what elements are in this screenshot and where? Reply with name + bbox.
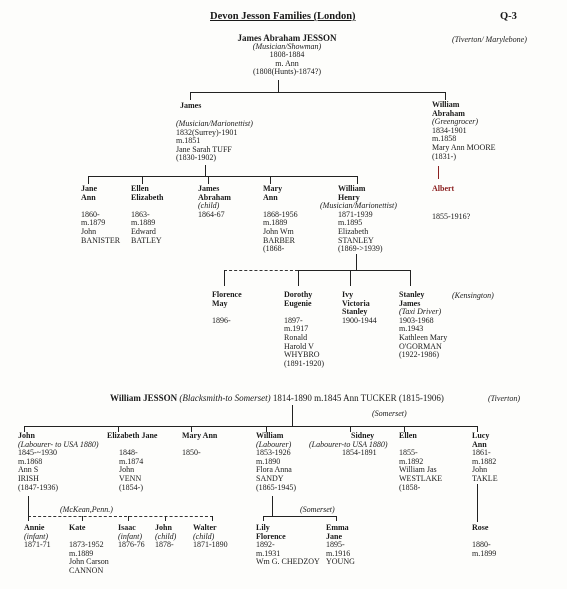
place-kensington: (Kensington)	[452, 291, 494, 300]
person-william-2: William (Labourer) 1853-1926 m.1890 Flora Anna SANDY (1865-1945)	[256, 431, 296, 492]
person-sidney: Sidney (Labourer-to USA 1880) 1854-1891	[309, 431, 388, 458]
person-ivy-victoria-stanley: Ivy Victoria Stanley 1900-1944	[342, 290, 377, 325]
person-elizabeth-jane: Elizabeth Jane 1848- m.1874 John VENN (1854-)	[107, 431, 158, 492]
person-isaac: Isaac (infant) 1876-76	[118, 523, 145, 550]
person-annie: Annie (infant) 1871-71	[24, 523, 51, 550]
person-rose: Rose 1880- m.1899	[472, 523, 497, 558]
place-tiverton-marylebone: (Tiverton/ Marylebone)	[452, 35, 527, 44]
person-lucy-ann: Lucy Ann 1861- m.1882 John TAKLE	[472, 431, 498, 483]
person-john-child: John (child) 1878-	[155, 523, 177, 550]
person-mary-ann: Mary Ann 1868-1956 m.1889 John Wm BARBER (1868-	[263, 184, 298, 254]
page-code: Q-3	[500, 11, 517, 22]
page-title: Devon Jesson Families (London)	[210, 11, 356, 22]
person-john: John (Labourer- to USA 1880) 1845-~1930 m.1868 Ann S IRISH (1847-1936)	[18, 431, 99, 492]
person-kate: Kate 1873-1952 m.1889 John Carson CANNON	[69, 523, 109, 575]
person-james-abraham-child: James Abraham (child) 1864-67	[198, 184, 231, 219]
person-ellen-elizabeth: Ellen Elizabeth 1863- m.1889 Edward BATLEY	[131, 184, 164, 245]
person-walter: Walter (child) 1871-1890	[193, 523, 228, 550]
root-james-abraham: James Abraham JESSON (Musician/Showman) 1808-1884 m. Ann (1808(Hunts)-1874?)	[237, 33, 337, 77]
person-stanley-james: Stanley James (Taxi Driver) 1903-1968 m.1943 Kathleen Mary O'GORMAN (1922-1986)	[399, 290, 448, 360]
person-dorothy-eugenie: Dorothy Eugenie 1897- m.1917 Ronald Harold V WHYBRO (1891-1920)	[284, 290, 324, 368]
place-somerset-1: (Somerset)	[372, 409, 407, 418]
person-mary-ann-2: Mary Ann 1850-	[182, 431, 218, 458]
place-somerset-2: (Somerset)	[300, 505, 335, 514]
person-william-abraham: William Abraham (Greengrocer) 1834-1901 m.1858 Mary Ann MOORE (1831-)	[432, 100, 496, 161]
person-emma-jane: Emma Jane 1895- m.1916 YOUNG	[326, 523, 355, 567]
place-tiverton: (Tiverton)	[488, 394, 520, 403]
person-james: James	[180, 101, 202, 110]
person-ellen-2: Ellen 1855- m.1892 William Jas WESTLAKE (1858-	[399, 431, 443, 492]
person-lily-florence: Lily Florence 1892- m.1931 Wm G. CHEDZOY	[256, 523, 320, 567]
person-william-henry: William Henry (Musician/Marionettist) 1871-1939 m.1895 Elizabeth STANLEY (1869->1939)	[320, 184, 397, 254]
person-james-details: (Musician/Marionettist) 1832(Surrey)-1901 m.1851 Jane Sarah TUFF (1830-1902)	[176, 119, 253, 163]
place-mckean-penn: (McKean,Penn.)	[60, 505, 113, 514]
person-jane-ann: Jane Ann 1860- m.1879 John BANISTER	[81, 184, 121, 245]
person-albert-dates: 1855-1916?	[432, 212, 471, 221]
root-william-jesson: William JESSON (Blacksmith-to Somerset) 1814-1890 m.1845 Ann TUCKER (1815-1906)	[110, 393, 444, 403]
person-albert: Albert	[432, 184, 455, 193]
person-florence-may: Florence May 1896-	[212, 290, 242, 325]
